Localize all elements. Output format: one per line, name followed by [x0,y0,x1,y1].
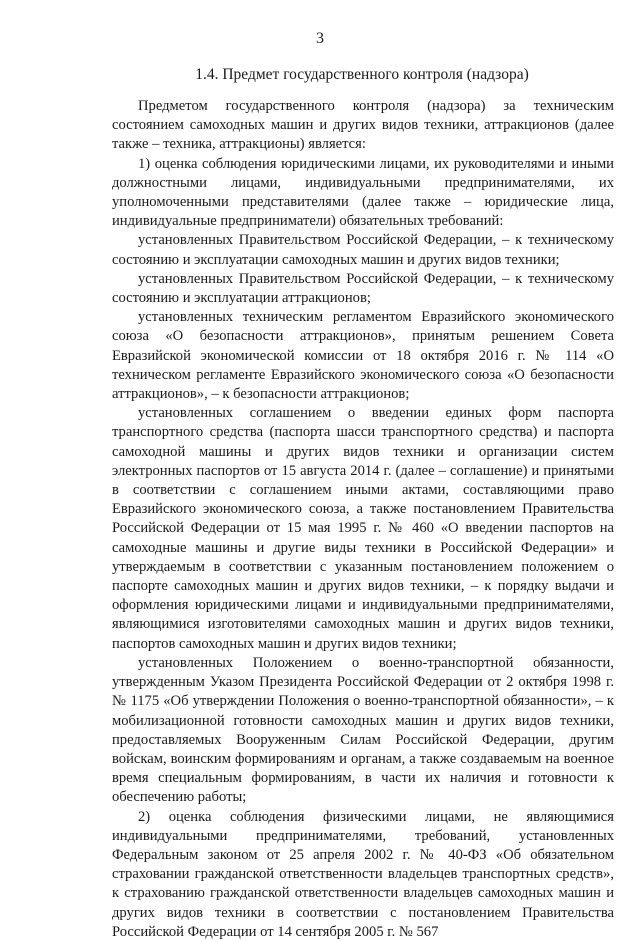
paragraph-requirement-attractions: установленных Правительством Российской Федерации, – к техническому состоянию и эксплуатации аттракционов; [112,270,614,307]
page-number: 3 [316,30,324,47]
paragraph-requirement-machines: установленных Правительством Российской Федерации, – к техническому состоянию и эксплуатации самоходных машин и других видов техники; [112,232,614,268]
paragraph-item-1: 1) оценка соблюдения юридическими лицами, их руководителями и иными должностными лицами, индивидуальными предпринимателями, их уполномоченными представителями (далее также – юридические лица, индивидуальные предприниматели) обязательных требований: [112,155,614,230]
paragraph-requirement-military-transport: установленных Положением о военно-транспортной обязанности, утвержденным Указом Президента Российской Федерации от 2 октября 1998 г. № 1175 «Об утверждении Положения о военно-транспортной обязанности», – к мобилизационной готовности самоходных машин и других видов техники, предоставляемых Вооруженным Силам Российской Федерации, другим войскам, воинским формированиям и органам, а также создаваемым на военное время специальным формированиям, в части их наличия и готовности к обеспечению работы; [112,654,614,806]
paragraph-requirement-passports: установленных соглашением о введении единых форм паспорта транспортного средства (паспорта шасси транспортного средства) и паспорта самоходной машины и других видов техники и организации систем электронных паспортов от 15 августа 2014 г. (далее – соглашение) и принятыми в соответствии с соглашением иными актами, составляющими право Евразийского экономического союза, а также постановлением Правительства Российской Федерации от 15 мая 1995 г. № 460 «О введении паспортов на самоходные машины и другие виды техники в Российской Федерации» и утверждаемым в соответствии с указанным постановлением положением о паспорте самоходных машин и других видов техники, – к порядку выдачи и оформления юридическими лицами и индивидуальными предпринимателями, являющимися изготовителями самоходных машин и других видов техники, паспортов самоходных машин и других видов техники; [112,405,614,652]
paragraph-intro: Предметом государственного контроля (надзора) за техническим состоянием самоходных машин и других видов техники, аттракционов (далее также – техника, аттракционы) является: [112,98,614,153]
paragraph-requirement-eaeu-regulation: установленных техническим регламентом Евразийского экономического союза «О безопасности аттракционов», принятым решением Совета Евразийской экономической комиссии от 18 октября 2016 г. № 114 «О техническом регламенте Евразийского экономического союза «О безопасности аттракционов», – к безопасности аттракционов; [112,309,614,403]
section-title: 1.4. Предмет государственного контроля (надзора) [195,66,529,83]
document-body [112,97,614,942]
paragraph-item-2: 2) оценка соблюдения физическими лицами, не являющимися индивидуальными предпринимателями, требований, установленных Федеральным законом от 25 апреля 2002 г. № 40-ФЗ «Об обязательном страховании гражданской ответственности владельцев транспортных средств», к страхованию гражданской ответственности владельцев самоходных машин и других видов техники в соответствии с постановлением Правительства Российской Федерации от 14 сентября 2005 г. № 567 [112,808,614,940]
